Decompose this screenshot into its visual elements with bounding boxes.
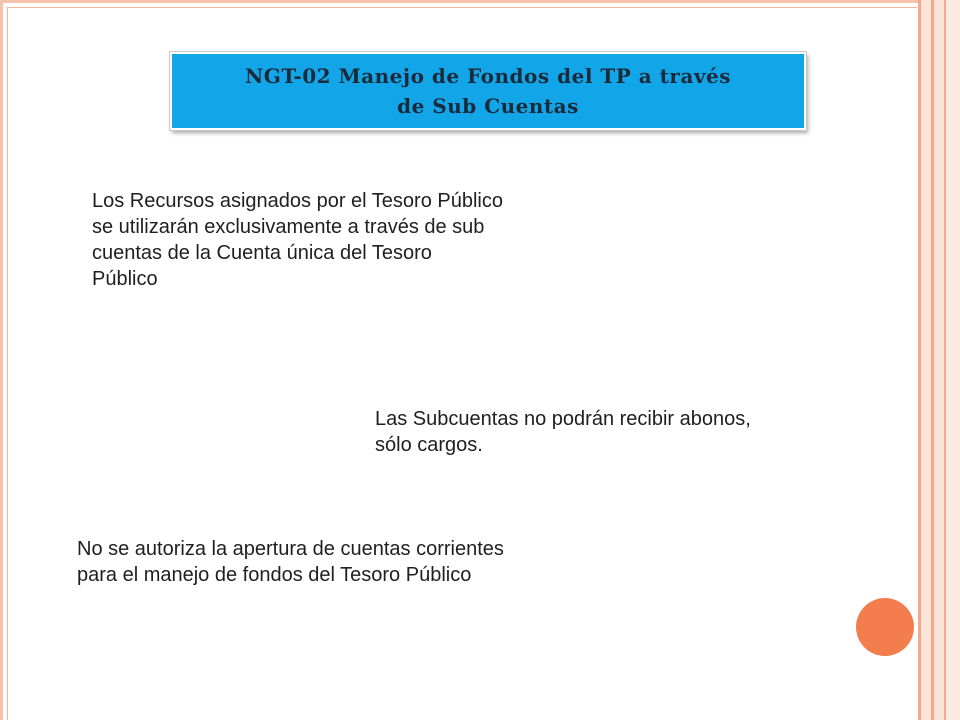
paragraph-subcuentas [375,406,845,458]
side-band-fill [921,0,931,720]
paragraph-line: para el manejo de fondos del Tesoro Público [77,564,472,586]
paragraph-line: Las Subcuentas no podrán recibir abonos, [375,408,751,430]
slide-title-line-1: NGT-02 Manejo de Fondos del TP a través [244,64,732,88]
paragraph-line: Los Recursos asignados por el Tesoro Público [92,190,503,212]
paragraph-line: se utilizarán exclusivamente a través de sub [92,216,485,238]
slide-title-line-2: de Sub Cuentas [397,94,579,118]
side-band-fill [934,0,944,720]
paragraph-line: sólo cargos. [375,434,483,456]
side-band-fill [946,0,960,720]
slide-title [188,61,788,121]
paragraph-recursos [92,188,602,292]
paragraph-cuentas-corrientes [77,536,607,588]
title-box [170,52,806,130]
paragraph-line: Público [92,268,158,290]
paragraph-line: No se autoriza la apertura de cuentas corrientes [77,538,504,560]
paragraph-line: cuentas de la Cuenta única del Tesoro [92,242,432,264]
accent-circle [856,598,914,656]
